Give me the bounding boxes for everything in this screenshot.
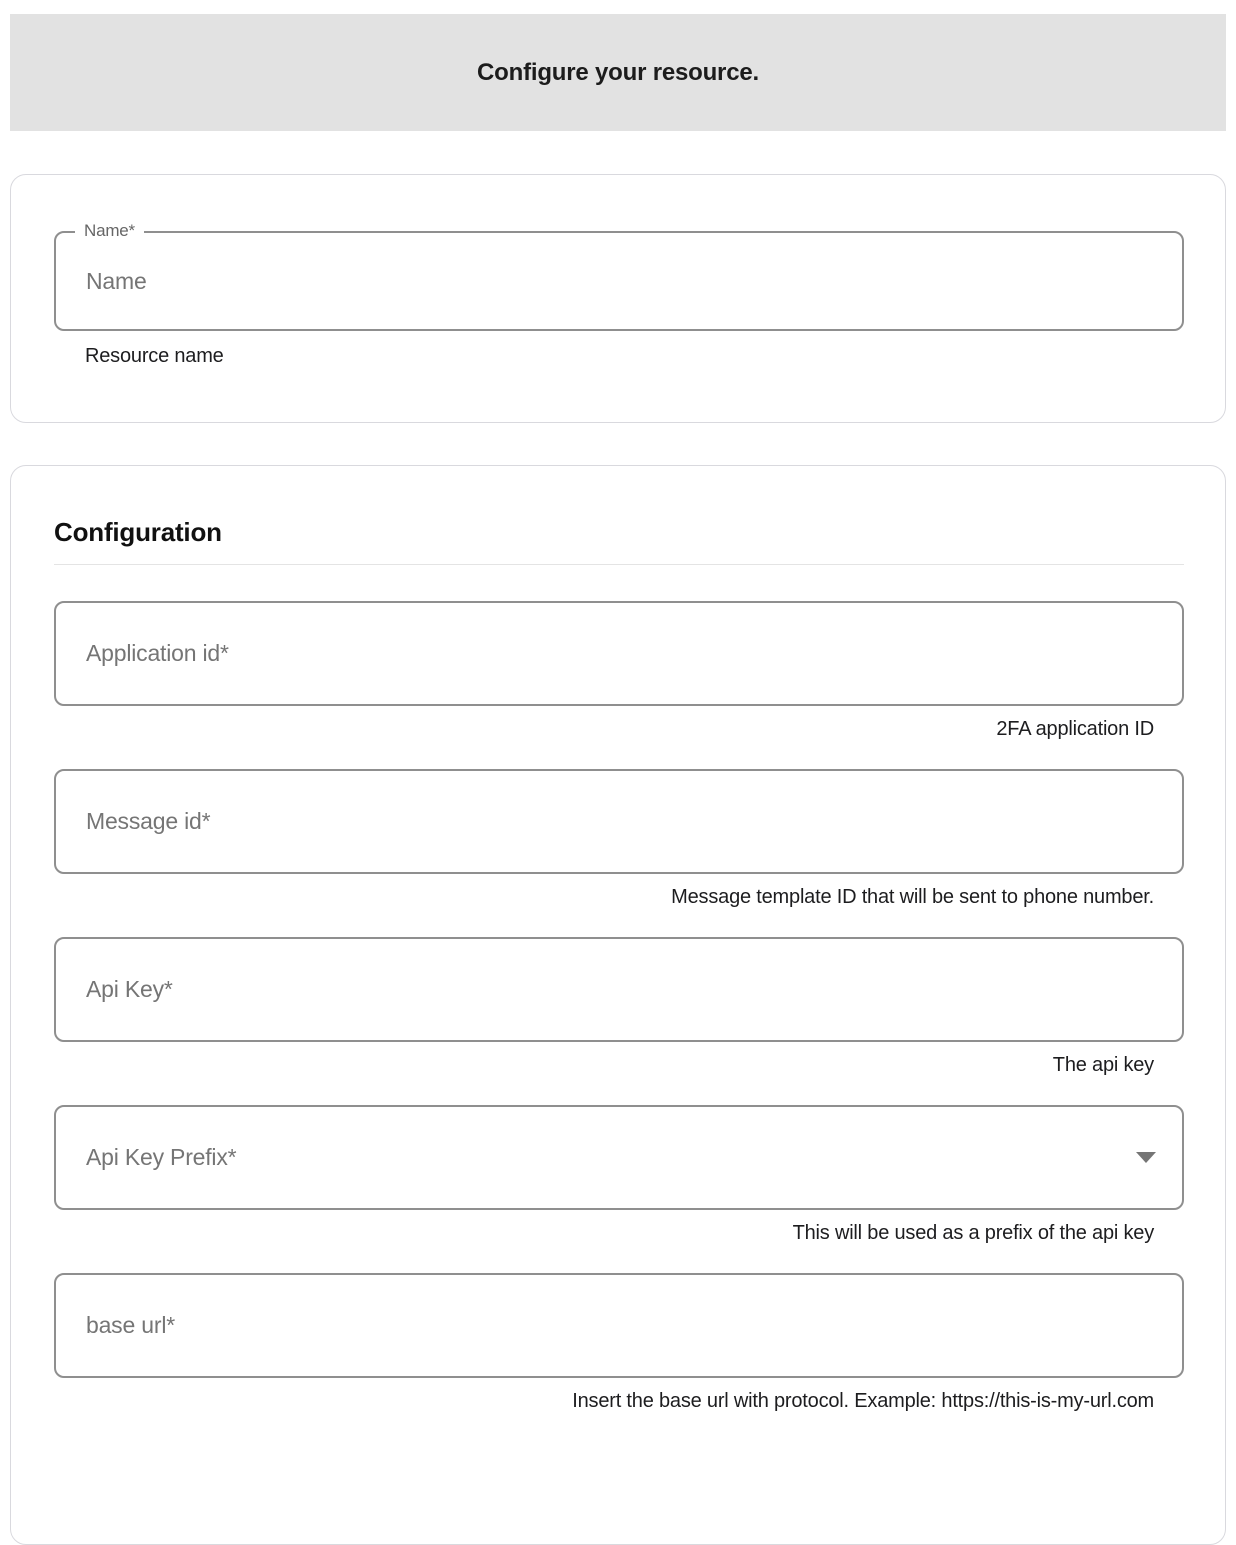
application-id-helper-text: 2FA application ID [996,718,1154,740]
base-url-input[interactable] [54,1273,1184,1378]
field-row-api-key [54,937,1184,1097]
configuration-card [10,465,1226,1545]
banner-title: Configure your resource. [477,58,759,86]
name-card [10,174,1226,423]
api-key-prefix-helper-text: This will be used as a prefix of the api key [792,1222,1154,1244]
name-field-label: Name* [75,221,144,241]
message-id-input[interactable] [54,769,1184,874]
base-url-helper-text: Insert the base url with protocol. Example: https://this-is-my-url.com [572,1390,1154,1412]
name-field [54,221,1184,331]
name-input[interactable] [54,231,1184,331]
application-id-input[interactable] [54,601,1184,706]
field-row-application-id [54,601,1184,761]
configure-banner [10,14,1226,131]
api-key-input[interactable] [54,937,1184,1042]
message-id-helper-text: Message template ID that will be sent to phone number. [671,886,1154,908]
field-row-message-id [54,769,1184,929]
field-row-base-url [54,1273,1184,1433]
name-helper-text: Resource name [85,345,224,367]
api-key-helper-text: The api key [1052,1054,1154,1076]
api-key-prefix-select[interactable] [54,1105,1184,1210]
field-row-api-key-prefix [54,1105,1184,1265]
configuration-title: Configuration [54,517,222,547]
caret-down-icon[interactable] [1136,1152,1156,1163]
section-divider [54,564,1184,565]
